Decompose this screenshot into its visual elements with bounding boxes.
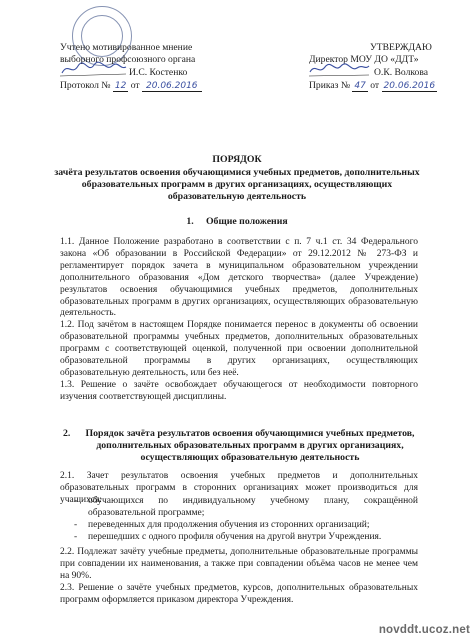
site-watermark: novddt.ucoz.net xyxy=(378,624,470,636)
director-name: О.К. Волкова xyxy=(374,67,429,78)
paragraph-1-1: 1.1. Данное Положение разработано в соответствии с п. 7 ч.1 ст. 34 Федерального закона «Об образовании в Российской Федерации» от 29.12.2012 № 273-ФЗ и регламентирует порядок зачета в муниципальном образовательном учреждении дополнительного образования «Дом детского творчества» (далее Учреждение) результатов освоения обучающимися учебных предметов, дополнительных образовательных программ в других организациях, осуществляющих образовательную деятельность. xyxy=(60,237,418,319)
list-item: - переведенных для продолжения обучения из сторонних организаций; xyxy=(60,520,418,532)
section2-heading-line3: осуществляющих образовательную деятельность xyxy=(140,452,360,463)
approve-label: УТВЕРЖДАЮ xyxy=(370,42,432,53)
section2-heading-line1: Порядок зачёта результатов освоения обучающимися учебных предметов, xyxy=(85,428,415,439)
protocol-number: 12 xyxy=(114,81,127,91)
header-left-line2: выборного профсоюзного органа xyxy=(60,54,196,65)
paragraph-2-2: 2.2. Подлежат зачёту учебные предметы, дополнительные образовательные программы при совпадении их наименования, а также при совпадении объёма часов не менее чем на 90%. xyxy=(60,547,418,581)
section1-heading xyxy=(0,216,474,227)
list-item: - обучающихся по индивидуальному учебному плану, сокращённой образовательной программе; xyxy=(60,496,418,520)
title-line-3: образовательных программ в других организациях, осуществляющих xyxy=(81,179,393,190)
paragraph-2-1: 2.1. Зачет результатов освоения учебных предметов и дополнительных образовательных программ в сторонних организациях может производиться для учащихся: xyxy=(60,471,418,505)
section2-heading-line2: дополнительных образовательных программ в других организациях, xyxy=(96,440,404,451)
paragraph-1-2: 1.2. Под зачётом в настоящем Порядке понимается перенос в документы об освоении образовательной программы учебных предметов, дополнительных образовательных программ с соответствующей оценкой, полученной при освоении дополнительной образовательной программы в других организациях, осуществляющих образовательную деятельность, или без неё. xyxy=(60,320,418,378)
left-signature xyxy=(58,60,128,78)
section2-heading xyxy=(80,428,420,464)
protocol-date: 20.06.2016 xyxy=(142,81,202,92)
section2-body-b xyxy=(60,547,418,607)
section1-body xyxy=(60,237,418,404)
right-signature xyxy=(307,60,371,78)
section1-number: 1. xyxy=(186,216,194,227)
protocol-line xyxy=(60,80,202,92)
list-item: - перешедших с одного профиля обучения на другой внутри Учреждения. xyxy=(60,532,418,544)
order-number: 47 xyxy=(354,81,366,91)
protocol-label: Протокол № xyxy=(60,80,111,91)
order-line xyxy=(309,80,437,92)
paragraph-2-3: 2.3. Решение о зачёте учебных предметов, курсов, дополнительных образовательных программ оформляется приказом директора Учреждения. xyxy=(60,582,418,605)
paragraph-1-3: 1.3. Решение о зачёте освобождает обучающегося от необходимости повторного изучения соответствующей дисциплины. xyxy=(60,379,418,402)
order-label: Приказ № xyxy=(309,80,350,91)
protocol-from: от xyxy=(130,80,140,91)
section1-title: Общие положения xyxy=(205,216,288,227)
section2-number: 2. xyxy=(63,428,71,439)
document-title: ПОРЯДОК xyxy=(212,154,262,165)
title-line-4: образовательную деятельность xyxy=(167,191,307,202)
order-date: 20.06.2016 xyxy=(383,81,436,91)
header-left-name: И.С. Костенко xyxy=(129,67,188,78)
order-from: от xyxy=(370,80,380,91)
bullet-list xyxy=(60,496,418,544)
header-left-line1: Учтено мотивированное мнение xyxy=(60,42,193,53)
title-line-2: зачёта результатов освоения обучающимися учебных предметов, дополнительных xyxy=(54,167,420,178)
director-position: Директор МОУ ДО «ДДТ» xyxy=(309,54,419,65)
